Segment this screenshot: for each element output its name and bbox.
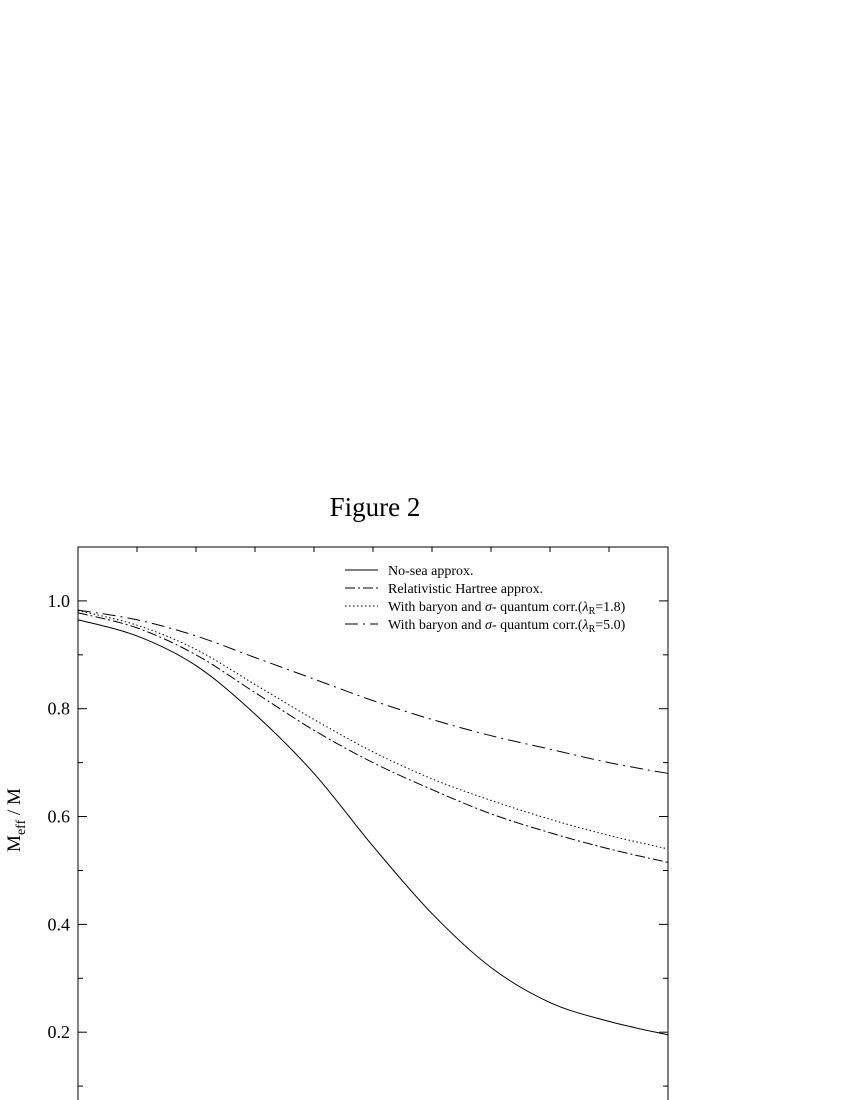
- y-tick-label: 0.2: [47, 1022, 70, 1043]
- legend-entry-1: No-sea approx.: [388, 564, 474, 579]
- figure-title: Figure 2: [329, 492, 421, 522]
- legend-entry-4: With baryon and σ- quantum $corr.(\lambda_R=5.0)$: [388, 618, 626, 635]
- legend-entry-3: With baryon and σ- quantum $corr.(\lambda_R=1.8)$: [388, 600, 626, 617]
- y-tick-label: 1.0: [47, 590, 70, 611]
- y-axis-label: $M_{eff}$ / M: [4, 788, 29, 852]
- legend-entry-2: Relativistic Hartree approx.: [388, 582, 544, 597]
- legend: [345, 564, 626, 635]
- series-line-2: [78, 613, 668, 863]
- series-layer: [78, 610, 668, 1035]
- series-line-4: [78, 610, 668, 773]
- y-tick-label: 0.4: [47, 914, 70, 935]
- series-line-3: [78, 611, 668, 849]
- y-tick-label: 0.8: [47, 698, 70, 719]
- y-tick-label: 0.6: [47, 806, 70, 827]
